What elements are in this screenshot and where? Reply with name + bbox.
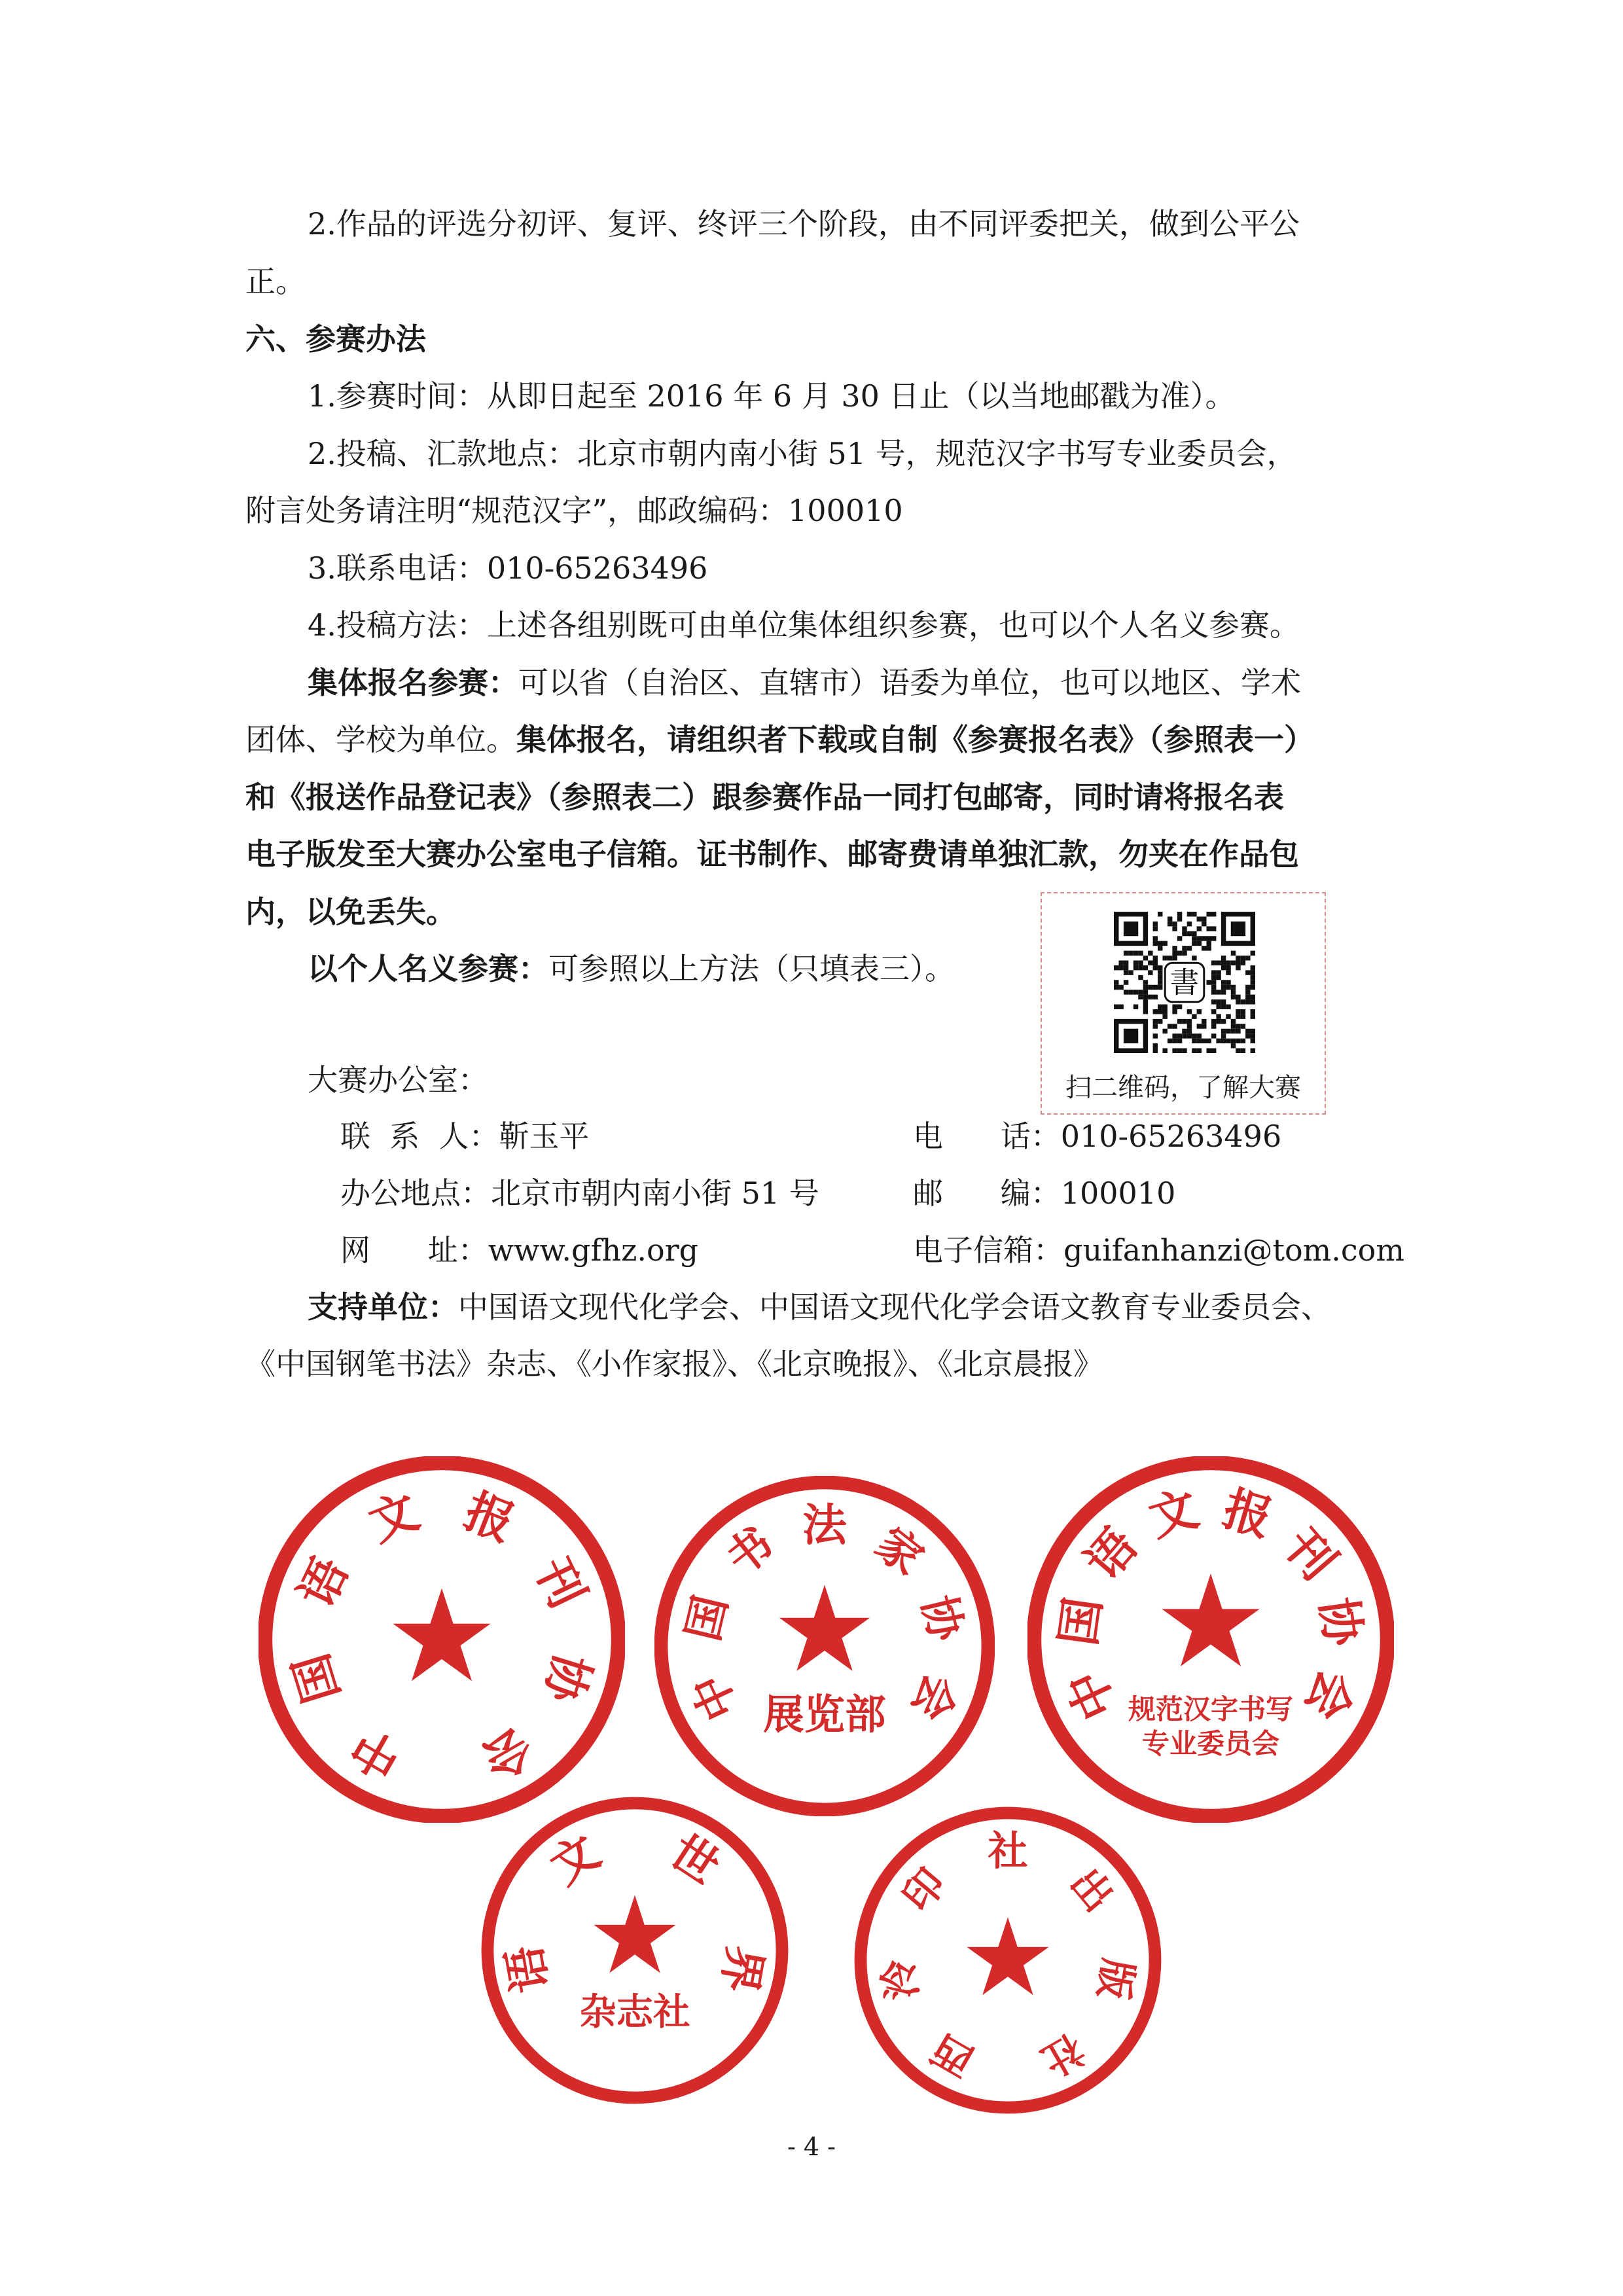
svg-text:刊: 刊 xyxy=(524,1549,596,1617)
svg-text:协: 协 xyxy=(912,1590,973,1646)
svg-text:世: 世 xyxy=(660,1823,729,1895)
support-line-2: 《中国钢笔书法》杂志、《小作家报》、《北京晚报》、《北京晨报》 xyxy=(245,1346,1103,1382)
svg-text:语: 语 xyxy=(497,1941,558,1997)
group-entry-line-4: 电子版发至大赛办公室电子信箱。证书制作、邮寄费请单独汇款，勿夹在作品包 xyxy=(245,836,1299,872)
svg-text:会: 会 xyxy=(473,1716,542,1789)
svg-text:展览部: 展览部 xyxy=(763,1690,886,1738)
office-contact: 联 系 人：靳玉平 xyxy=(340,1119,590,1154)
svg-text:文: 文 xyxy=(541,1823,609,1895)
svg-text:家: 家 xyxy=(866,1516,933,1585)
svg-text:中: 中 xyxy=(342,1716,411,1789)
svg-text:专业委员会: 专业委员会 xyxy=(1141,1727,1280,1760)
section-heading: 六、参赛办法 xyxy=(245,321,426,357)
submission-method: 4.投稿方法：上述各组别既可由单位集体组织参赛，也可以个人名义参赛。 xyxy=(308,607,1300,643)
svg-text:版: 版 xyxy=(1088,1955,1142,2003)
group-entry-line-1: 集体报名参赛：可以省（自治区、直辖市）语委为单位，也可以地区、学术 xyxy=(308,665,1301,700)
svg-text:界: 界 xyxy=(711,1941,773,1997)
office-email: 电子信箱：guifanhanzi@tom.com xyxy=(913,1232,1404,1268)
svg-text:会: 会 xyxy=(1294,1661,1365,1729)
website-link[interactable]: www.gfhz.org xyxy=(488,1232,699,1268)
svg-text:出: 出 xyxy=(1060,1859,1122,1921)
svg-text:西: 西 xyxy=(924,2024,982,2085)
group-entry-label: 集体报名参赛： xyxy=(308,665,518,700)
svg-text:杂志社: 杂志社 xyxy=(579,1990,690,2034)
svg-text:文: 文 xyxy=(361,1483,427,1552)
svg-text:刊: 刊 xyxy=(1273,1518,1347,1591)
seal-standard-hanzi-committee xyxy=(1027,1456,1394,1823)
svg-text:语: 语 xyxy=(288,1549,360,1617)
svg-text:协: 协 xyxy=(533,1647,601,1710)
qr-code-panel xyxy=(1041,892,1326,1115)
qr-code-image xyxy=(1114,912,1255,1053)
individual-entry-label: 以个人名义参赛： xyxy=(308,951,548,986)
svg-text:语: 语 xyxy=(1075,1518,1149,1591)
email-link[interactable]: guifanhanzi@tom.com xyxy=(1063,1232,1404,1268)
office-phone: 电 话：010-65263496 xyxy=(913,1119,1282,1154)
svg-text:规范汉字书写: 规范汉字书写 xyxy=(1128,1693,1294,1725)
qr-caption: 扫二维码，了解大赛 xyxy=(1065,1073,1301,1103)
rule-line-1-cont: 正。 xyxy=(245,264,306,299)
rule-line-1: 2.作品的评选分初评、复评、终评三个阶段，由不同评委把关，做到公平公 xyxy=(308,206,1300,242)
contact-phone: 3.联系电话：010-65263496 xyxy=(308,550,708,586)
svg-text:書: 書 xyxy=(1169,965,1200,1000)
svg-text:国: 国 xyxy=(283,1647,351,1710)
page-number: - 4 - xyxy=(787,2132,836,2161)
seal-chinese-language-press-association xyxy=(259,1456,625,1823)
office-postcode: 邮 编：100010 xyxy=(913,1175,1176,1211)
svg-text:泠: 泠 xyxy=(874,1955,927,2003)
svg-text:国: 国 xyxy=(676,1590,738,1646)
svg-text:法: 法 xyxy=(802,1499,847,1551)
svg-text:中: 中 xyxy=(1056,1661,1128,1729)
entry-time: 1.参赛时间：从即日起至 2016 年 6 月 30 日止（以当地邮戳为准）。 xyxy=(308,378,1236,414)
svg-text:印: 印 xyxy=(893,1859,955,1921)
svg-text:社: 社 xyxy=(1033,2024,1092,2085)
office-address: 办公地点：北京市朝内南小街 51 号 xyxy=(340,1175,819,1211)
submission-note: 附言处务请注明“规范汉字”，邮政编码：100010 xyxy=(245,493,903,528)
svg-text:社: 社 xyxy=(988,1828,1028,1874)
submission-address: 2.投稿、汇款地点：北京市朝内南小街 51 号，规范汉字书写专业委员会， xyxy=(308,436,1297,471)
svg-text:报: 报 xyxy=(1217,1480,1279,1548)
svg-text:国: 国 xyxy=(1050,1594,1113,1649)
svg-text:报: 报 xyxy=(457,1483,522,1552)
support-line-1: 支持单位：中国语文现代化学会、中国语文现代化学会语文教育专业委员会、 xyxy=(308,1289,1331,1325)
group-entry-line-3: 和《报送作品登记表》（参照表二）跟参赛作品一同打包邮寄，同时请将报名表 xyxy=(245,780,1284,815)
individual-entry: 以个人名义参赛：可参照以上方法（只填表三）。 xyxy=(308,951,955,986)
group-entry-line-2: 团体、学校为单位。集体报名，请组织者下载或自制《参赛报名表》（参照表一） xyxy=(245,722,1314,757)
seal-xiling-press xyxy=(854,1806,1162,2114)
seal-language-world-magazine xyxy=(481,1797,789,2104)
group-entry-line-5: 内，以免丢失。 xyxy=(245,894,456,929)
svg-text:中: 中 xyxy=(682,1666,748,1729)
svg-text:文: 文 xyxy=(1143,1480,1205,1548)
svg-text:会: 会 xyxy=(901,1666,967,1729)
office-title: 大赛办公室： xyxy=(308,1062,488,1098)
svg-text:协: 协 xyxy=(1309,1594,1371,1649)
svg-text:书: 书 xyxy=(716,1516,783,1585)
office-website: 网 址：www.gfhz.org xyxy=(340,1232,699,1268)
support-label: 支持单位： xyxy=(308,1289,458,1325)
seal-calligraphers-association-exhibition xyxy=(654,1476,995,1816)
